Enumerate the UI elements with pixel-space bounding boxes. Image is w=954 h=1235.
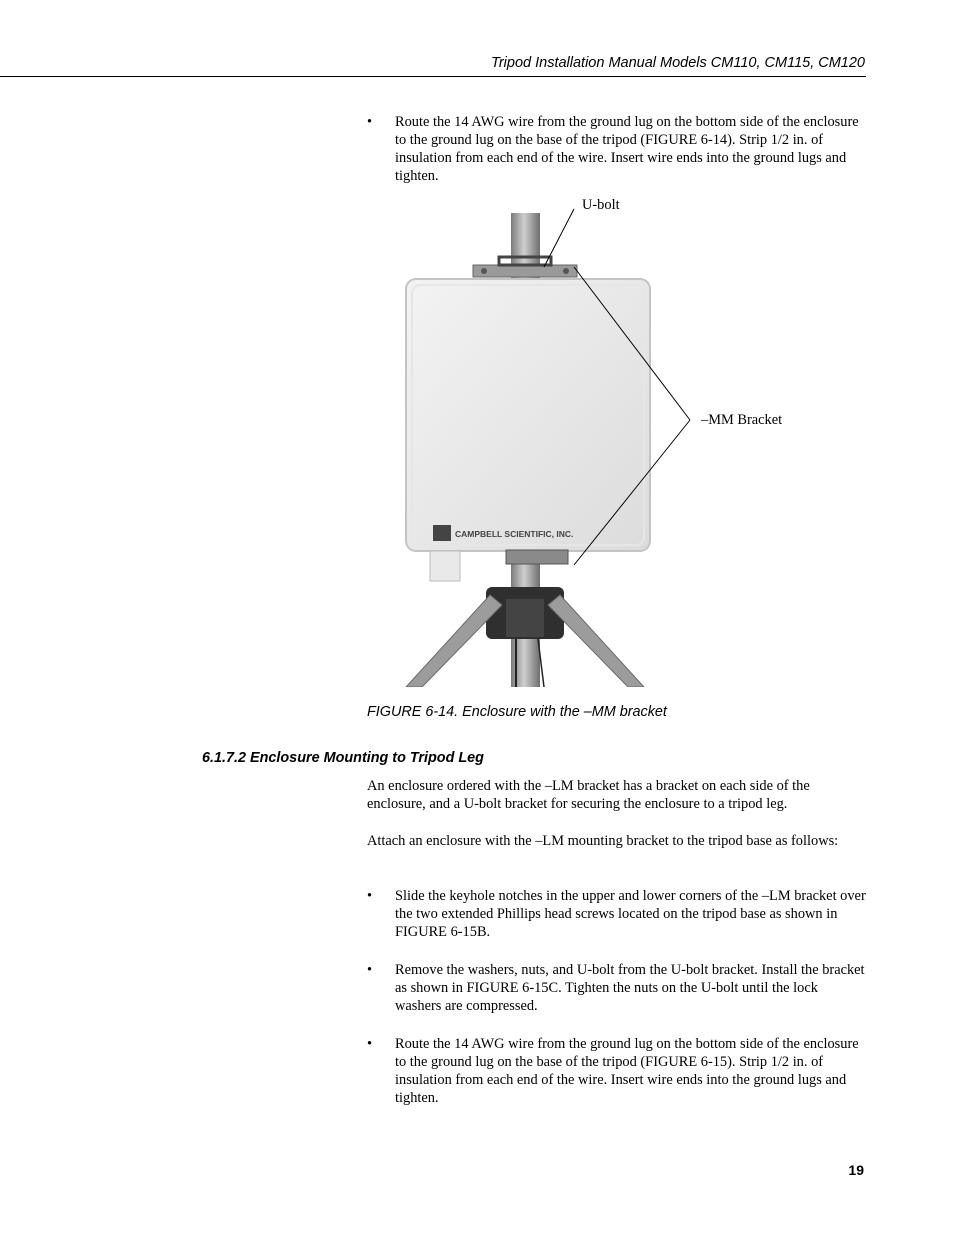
- ubolt-leader: [544, 209, 574, 267]
- page-number: 19: [848, 1162, 864, 1178]
- header-rule: [0, 76, 866, 77]
- figure-enclosure-photo: [366, 195, 836, 687]
- bullet-text: Remove the washers, nuts, and U-bolt from the U-bolt bracket. Install the bracket as shown in FIGURE 6-15C. Tighten the nuts on the U-bolt until the lock washers are compressed.: [395, 962, 865, 1014]
- section-heading: 6.1.7.2 Enclosure Mounting to Tripod Leg: [202, 750, 484, 766]
- enclosure-box: [406, 279, 650, 551]
- bullet-glyph: •: [367, 962, 373, 978]
- running-header-title: Tripod Installation Manual Models CM110, CM115, CM120: [491, 55, 865, 71]
- paragraph-2: Attach an enclosure with the –LM mounting bracket to the tripod base as follows:: [367, 833, 839, 849]
- bullet-glyph: •: [367, 114, 373, 130]
- bullet-text: Route the 14 AWG wire from the ground lug on the bottom side of the enclosure to the ground lug on the base of the tripod (FIGURE 6-15). Strip 1/2 in. of insulation from each end of the wire. Insert wire ends into the ground lugs and tighten.: [395, 1036, 859, 1106]
- ubolt-label: U-bolt: [582, 197, 620, 213]
- paragraph-1: An enclosure ordered with the –LM bracket has a bracket on each side of the enclosure, and a U-bolt bracket for securing the enclosure to a tripod leg.: [367, 778, 810, 812]
- bullet-item: [367, 1035, 867, 1107]
- bullet-glyph: •: [367, 888, 373, 904]
- logo-text: CAMPBELL SCIENTIFIC, INC.: [455, 529, 574, 539]
- tripod-leg-right: [548, 595, 644, 687]
- bullet-glyph: •: [367, 1036, 373, 1052]
- figure-caption: FIGURE 6-14. Enclosure with the –MM bracket: [367, 704, 667, 720]
- logo-mark: [433, 525, 451, 541]
- conduit-fitting: [430, 551, 460, 581]
- mm-bracket-label: –MM Bracket: [701, 412, 783, 428]
- mm-bracket-bottom: [506, 550, 568, 564]
- mm-bracket-top: [473, 265, 577, 277]
- bullet-item: [367, 961, 867, 1015]
- bullet-item: [367, 887, 867, 941]
- bullet-text: Slide the keyhole notches in the upper and lower corners of the –LM bracket over the two extended Phillips head screws located on the tripod base as shown in FIGURE 6-15B.: [395, 888, 866, 940]
- bullet-item: [367, 113, 867, 185]
- enclosure-illustration: [366, 195, 836, 687]
- bullet-text: Route the 14 AWG wire from the ground lug on the bottom side of the enclosure to the ground lug on the base of the tripod (FIGURE 6-14). Strip 1/2 in. of insulation from each end of the wire. Insert wire ends into the ground lugs and tighten.: [395, 114, 859, 184]
- tripod-leg-left: [406, 595, 502, 687]
